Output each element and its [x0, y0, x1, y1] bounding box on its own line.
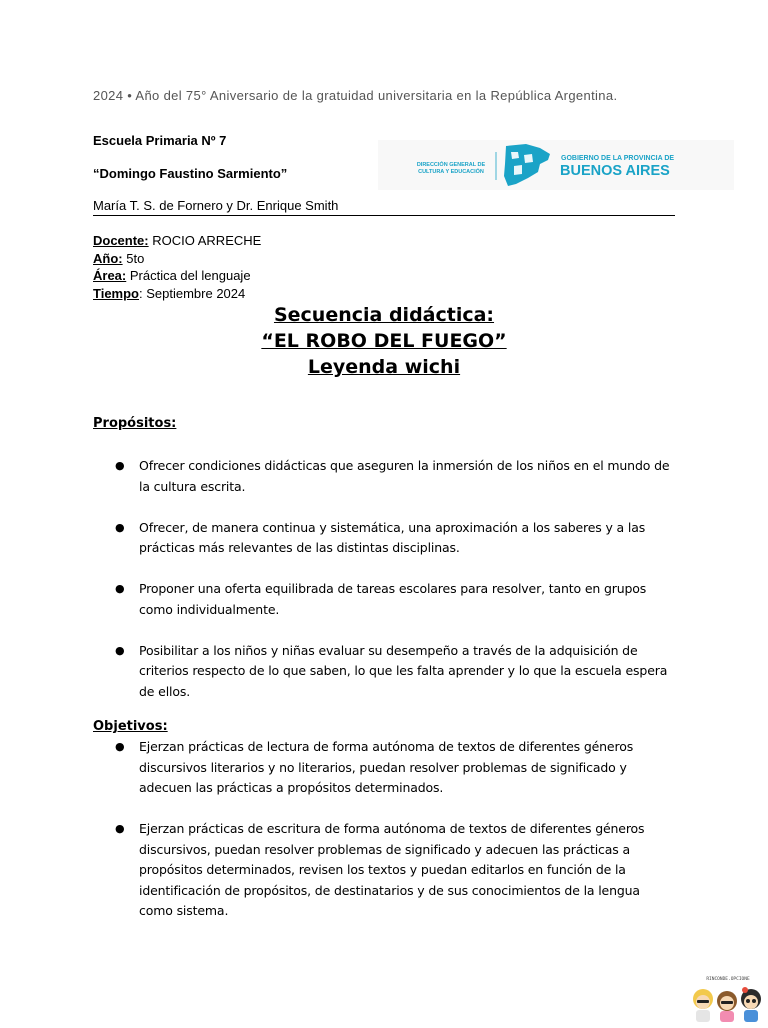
purpose-item: ● Proponer una oferta equilibrada de tareas escolares para resolver, tanto en grupos como individualmente. [93, 579, 673, 620]
title-line-3: Leyenda wichi [307, 356, 461, 378]
sticker-girl-2-icon [717, 991, 737, 1022]
sticker-watermark [690, 975, 765, 1023]
title-line-1: Secuencia didáctica: [273, 304, 495, 326]
logo-text-right-2: BUENOS AIRES [560, 163, 670, 179]
year-line [93, 250, 144, 267]
sticker-girl-1-icon [693, 989, 713, 1022]
school-name: “Domingo Faustino Sarmiento” [93, 166, 288, 181]
objectives-list [93, 737, 673, 942]
area-value: Práctica del lenguaje [126, 268, 251, 283]
logo-text-right-1: GOBIERNO DE LA PROVINCIA DE [561, 155, 675, 162]
year-label: Año: [93, 251, 123, 266]
anniversary-header: 2024 • Año del 75° Aniversario de la gratuidad universitaria en la República Argentina. [93, 88, 618, 103]
time-label: Tiempo [93, 286, 139, 301]
objectives-heading: Objetivos: [93, 719, 168, 734]
objective-item: ● Ejerzan prácticas de lectura de forma autónoma de textos de diferentes géneros discursivos literarios y no literarios, puedan resolver problemas de significado y adecuen las prácticas a propósitos determinados. [93, 737, 673, 799]
government-logo [378, 140, 734, 190]
purposes-heading: Propósitos: [93, 416, 177, 431]
purpose-item: ● Ofrecer condiciones didácticas que aseguren la inmersión de los niños en el mundo de la cultura escrita. [93, 456, 673, 497]
title-block [0, 302, 768, 380]
purposes-list [93, 456, 673, 723]
teacher-value: ROCIO ARRECHE [148, 233, 262, 248]
teacher-label: Docente: [93, 233, 149, 248]
purpose-item: ● Ofrecer, de manera continua y sistemática, una aproximación a los saberes y a las prácticas más relevantes de las distintas disciplinas. [93, 518, 673, 559]
logo-text-left-2: CULTURA Y EDUCACIÓN [418, 169, 484, 175]
province-map-icon [504, 144, 550, 186]
area-label: Área: [93, 268, 127, 283]
sticker-caption: RINCONDE.OPCIONE [706, 977, 750, 982]
header-divider [93, 215, 675, 216]
time-value: : Septiembre 2024 [139, 286, 246, 301]
logo-text-left-1: DIRECCIÓN GENERAL DE [416, 162, 486, 168]
year-value: 5to [122, 251, 145, 266]
teacher-line [93, 232, 261, 249]
purpose-item: ● Posibilitar a los niños y niñas evaluar su desempeño a través de la adquisición de criterios respecto de lo que saben, lo que les falta aprender y lo que la escuela espera de ellos. [93, 641, 673, 703]
area-line [93, 267, 251, 284]
founders-line: María T. S. de Fornero y Dr. Enrique Smith [93, 198, 339, 213]
title-line-2: “EL ROBO DEL FUEGO” [261, 330, 507, 352]
school-number: Escuela Primaria Nº 7 [93, 133, 227, 148]
objective-item: ● Ejerzan prácticas de escritura de forma autónoma de textos de diferentes géneros discursivos, puedan resolver problemas de significado y adecuen las prácticas a propósitos determinados, revisen los textos y puedan editarlos en función de la identificación de propósitos, de destinatarios y de sus conocimientos de la lengua como sistema. [93, 819, 673, 922]
sticker-girl-3-icon [741, 987, 761, 1022]
time-line [93, 285, 245, 302]
